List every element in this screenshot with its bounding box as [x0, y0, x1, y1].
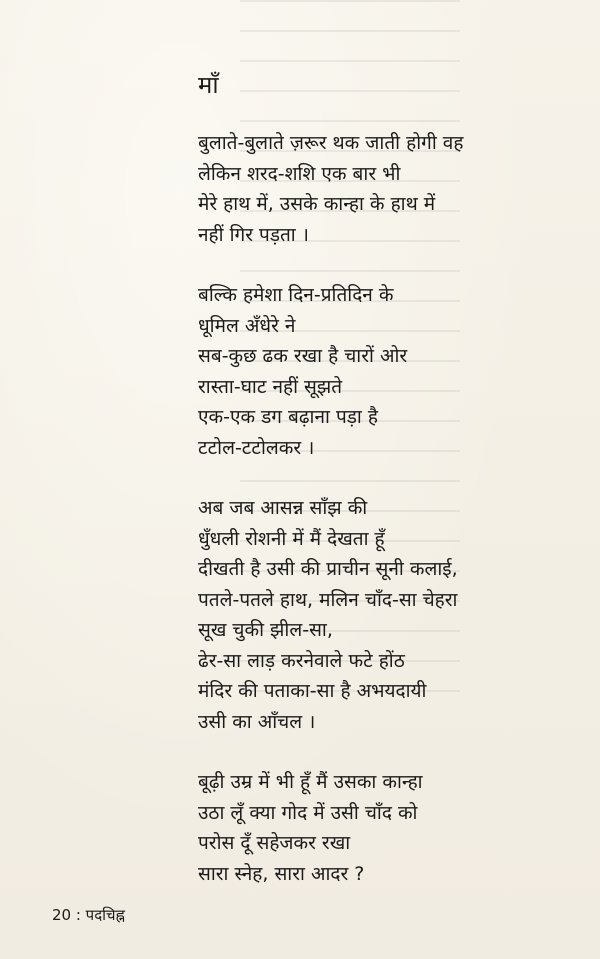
poem-line: मेरे हाथ में, उसके कान्हा के हाथ में: [198, 193, 436, 215]
page-number-footer: 20 : पदचिह्न: [52, 906, 125, 924]
poem-line: उठा लूँ क्या गोद में उसी चाँद को: [198, 801, 418, 824]
stanza-2: [198, 280, 518, 463]
poem-line: नहीं गिर पड़ता ।: [198, 223, 309, 246]
poem-line: परोस दूँ सहेजकर रखा: [198, 832, 351, 854]
poem-line: एक-एक डग बढ़ाना पड़ा है: [198, 406, 378, 428]
poem-body: [198, 128, 518, 889]
poem-line: बल्कि हमेशा दिन-प्रतिदिन के: [198, 284, 394, 306]
poem-line: रास्ता-घाट नहीं सूझते: [198, 375, 343, 398]
poem-title: माँ: [198, 71, 219, 99]
poem-line: उसी का आँचल ।: [198, 710, 316, 733]
poem-line: ढेर-सा लाड़ करनेवाले फटे होंठ: [198, 649, 405, 672]
poem-line: बुलाते-बुलाते ज़रूर थक जाती होगी वह: [198, 132, 464, 154]
poem-line: मंदिर की पताका-सा है अभयदायी: [198, 680, 427, 702]
poem-line: टटोल-टटोलकर ।: [198, 436, 315, 459]
poem-line: पतले-पतले हाथ, मलिन चाँद-सा चेहरा: [198, 588, 458, 611]
poem-line: सारा स्नेह, सारा आदर ?: [198, 862, 365, 885]
stanza-4: [198, 767, 518, 889]
poem-line: बूढ़ी उम्र में भी हूँ मैं उसका कान्हा: [198, 771, 423, 793]
poem-line: सूख चुकी झील-सा,: [198, 619, 333, 641]
poem-line: दीखती है उसी की प्राचीन सूनी कलाई,: [198, 558, 458, 580]
poem-line: धूमिल अँधेरे ने: [198, 314, 296, 337]
poem-line: अब जब आसन्न साँझ की: [198, 497, 368, 519]
poem-line: लेकिन शरद-शशि एक बार भी: [198, 162, 401, 185]
stanza-1: [198, 128, 518, 250]
poem-line: धुँधली रोशनी में मैं देखता हूँ: [198, 527, 385, 550]
stanza-3: [198, 493, 518, 737]
poem-line: सब-कुछ ढक रखा है चारों ओर: [198, 345, 408, 367]
